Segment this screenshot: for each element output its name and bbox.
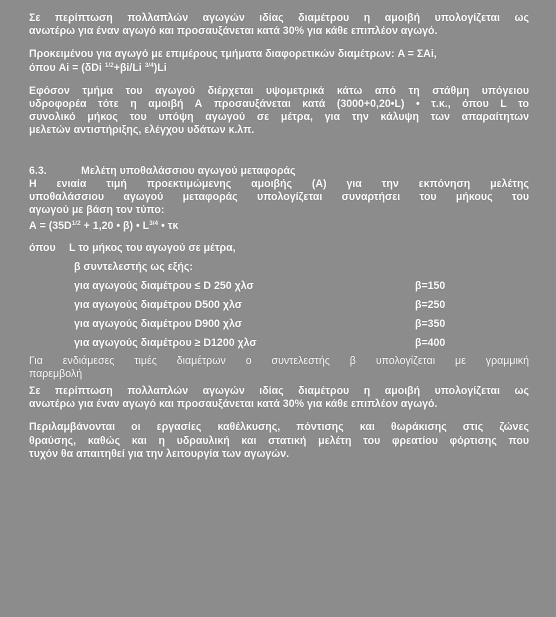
coefficient-row: [29, 315, 529, 334]
text-line: Για ενδιάμεσες τιμές διαμέτρων ο συντελεστής β υπολογίζεται με γραμμική: [29, 354, 529, 367]
paragraph-multiple-pipes-2: [29, 385, 529, 411]
formula-part: όπου Ai = (δDi: [29, 61, 105, 74]
where-text: L το μήκος του αγωγού σε μέτρα,: [69, 241, 236, 254]
text-line: θραύσης, καθώς και η υδραυλική και στατική μελέτη του φρεατίου φόρτισης που: [29, 434, 529, 447]
formula-part: +βi/Li: [113, 61, 145, 74]
formula-part: Α = (35D: [29, 220, 72, 233]
beta-definition: β συντελεστής ως εξής:: [74, 260, 193, 273]
formula-exponent: 3/4: [149, 220, 159, 228]
text-line: συνολικό μήκος του υπόψη αγωγού σε μέτρα, για την κάλυψη των απαραίτητων: [29, 111, 529, 124]
formula-ai: [29, 62, 529, 75]
text-line: Η ενιαία τιμή προεκτιμώμενης αμοιβής (Α) για την εκπόνηση μελέτης: [29, 177, 529, 190]
text-line: Σε περίπτωση πολλαπλών αγωγών ιδίας διαμέτρου η αμοιβή υπολογίζεται ως: [29, 12, 529, 24]
paragraph-groundwater: [29, 85, 529, 138]
formula-part: )Li: [153, 61, 167, 74]
formula-part: • τκ: [158, 220, 179, 233]
paragraph-unit-price: [29, 178, 529, 218]
coefficient-value: β=350: [415, 317, 446, 330]
text-line: ανωτέρω για έναν αγωγό και προσαυξάνεται κατά 30% για κάθε επιπλέον αγωγό.: [29, 25, 438, 38]
coefficient-value: β=400: [415, 336, 446, 349]
formula-exponent: 1/2: [104, 61, 114, 69]
coefficient-row: [29, 296, 529, 315]
text-line: Περιλαμβάνονται οι εργασίες καθέλκυσης, πόντισης και θωράκισης στις ζώνες: [29, 421, 529, 434]
formula-main: [29, 220, 529, 233]
coefficient-label: για αγωγούς διαμέτρου D900 χλσ: [74, 317, 243, 330]
document-page: [29, 0, 529, 461]
paragraph-included-works: [29, 421, 529, 461]
text-line: τυχόν θα απαιτηθεί για την λειτουργία των αγωγών.: [29, 447, 290, 460]
text-line: Σε περίπτωση πολλαπλών αγωγών ιδίας διαμέτρου η αμοιβή υπολογίζεται ως: [29, 385, 529, 398]
coefficient-value: β=250: [415, 298, 446, 311]
where-clause: [29, 239, 529, 258]
text-line: Εφόσον τμήμα του αγωγού διέρχεται υψομετρικά κάτω από τη στάθμη υπόγειου: [29, 84, 529, 97]
text-line: μελετών αντιστήριξης, ελέγχου υδάτων κ.λπ.: [29, 124, 255, 137]
paragraph-multiple-pipes: [29, 12, 529, 38]
coefficient-label: για αγωγούς διαμέτρου ≥ D1200 χλσ: [74, 336, 257, 349]
paragraph-interpolation: [29, 355, 529, 381]
where-lead: όπου: [29, 241, 56, 254]
text-line: παρεμβολή: [29, 367, 83, 380]
coefficient-label: για αγωγούς διαμέτρου D500 χλσ: [74, 298, 243, 311]
coefficient-row: [29, 277, 529, 296]
text-line: ανωτέρω για έναν αγωγό και προσαυξάνεται κατά 30% για κάθε επιπλέον αγωγό.: [29, 398, 438, 411]
coefficient-list: [29, 277, 529, 353]
formula-exponent: 3/4: [144, 61, 154, 69]
formula-exponent: 1/2: [71, 220, 81, 228]
paragraph-segmented-pipe: [29, 48, 529, 74]
text-line: Προκειμένου για αγωγό με επιμέρους τμήματα διαφορετικών διαμέτρων: A = ΣAi,: [29, 48, 437, 61]
text-line: υδροφορέα τότε η αμοιβή Α προσαυξάνεται κατά (3000+0,20•L) • τ.κ., όπου L το: [29, 98, 529, 111]
formula-part: + 1,20 • β) • L: [80, 220, 150, 233]
coefficient-label: για αγωγούς διαμέτρου ≤ D 250 χλσ: [74, 279, 254, 292]
section-heading: [29, 165, 529, 178]
section-title: Μελέτη υποθαλάσσιου αγωγού μεταφοράς: [81, 164, 296, 177]
section-number: 6.3.: [29, 164, 47, 177]
coefficient-row: [29, 334, 529, 353]
coefficient-value: β=150: [415, 279, 446, 292]
text-line: υποθαλάσσιου αγωγού μεταφοράς υπολογίζεται συναρτήσει του μήκους του: [29, 191, 529, 204]
text-line: αγωγού με βάση τον τύπο:: [29, 204, 165, 217]
